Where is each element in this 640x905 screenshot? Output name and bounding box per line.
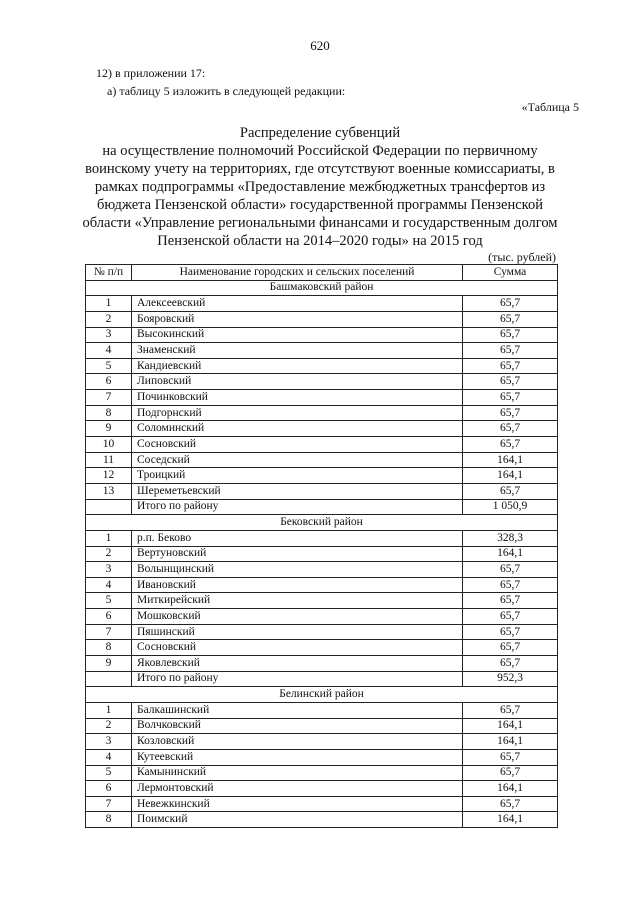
subtitle-line: Пензенской области на 2014–2020 годы» на 2015 год	[157, 233, 483, 249]
row-number: 4	[86, 577, 132, 593]
district-total-row	[86, 499, 558, 515]
row-sum: 65,7	[463, 765, 558, 781]
table-row	[86, 812, 558, 828]
settlement-name: Шереметьевский	[132, 483, 463, 499]
item-12-text: 12) в приложении 17:	[96, 66, 206, 80]
district-header-row	[86, 687, 558, 703]
row-number: 1	[86, 702, 132, 718]
subtitle-line: бюджета Пензенской области» государственной программы Пензенской	[97, 197, 543, 213]
row-number: 6	[86, 374, 132, 390]
settlement-name: Подгорнский	[132, 405, 463, 421]
table-row	[86, 593, 558, 609]
row-sum: 164,1	[463, 452, 558, 468]
settlement-name: Миткирейский	[132, 593, 463, 609]
row-number: 9	[86, 656, 132, 672]
table-row	[86, 656, 558, 672]
table-row	[86, 311, 558, 327]
table-row	[86, 749, 558, 765]
row-number: 2	[86, 546, 132, 562]
settlement-name: Вертуновский	[132, 546, 463, 562]
settlement-name: Соседский	[132, 452, 463, 468]
row-number: 8	[86, 640, 132, 656]
units-label: (тыс. рублей)	[488, 250, 556, 264]
row-number: 10	[86, 437, 132, 453]
row-number: 9	[86, 421, 132, 437]
settlement-name: Бояровский	[132, 311, 463, 327]
settlement-name: Починковский	[132, 390, 463, 406]
table-header-row	[86, 265, 558, 281]
settlement-name: Яковлевский	[132, 656, 463, 672]
row-number: 3	[86, 327, 132, 343]
row-number: 4	[86, 343, 132, 359]
row-number: 8	[86, 812, 132, 828]
row-sum: 65,7	[463, 374, 558, 390]
district-name: Бековский район	[86, 515, 558, 531]
settlement-name: Итого по району	[132, 671, 463, 687]
table-row	[86, 405, 558, 421]
settlement-name: Мошковский	[132, 609, 463, 625]
row-number: 1	[86, 530, 132, 546]
row-sum: 164,1	[463, 546, 558, 562]
row-number: 3	[86, 562, 132, 578]
row-sum: 65,7	[463, 656, 558, 672]
table-row	[86, 562, 558, 578]
row-sum: 65,7	[463, 483, 558, 499]
row-number: 12	[86, 468, 132, 484]
table-row	[86, 781, 558, 797]
row-sum: 164,1	[463, 718, 558, 734]
table-row	[86, 296, 558, 312]
row-number: 3	[86, 734, 132, 750]
table-row	[86, 577, 558, 593]
row-sum: 164,1	[463, 812, 558, 828]
table-row	[86, 609, 558, 625]
settlement-name: Кутеевский	[132, 749, 463, 765]
row-sum: 65,7	[463, 343, 558, 359]
row-number: 2	[86, 311, 132, 327]
district-name: Башмаковский район	[86, 280, 558, 296]
row-number: 13	[86, 483, 132, 499]
table-row	[86, 421, 558, 437]
row-number: 5	[86, 593, 132, 609]
row-sum: 65,7	[463, 577, 558, 593]
table-row	[86, 468, 558, 484]
settlement-name: Ивановский	[132, 577, 463, 593]
settlement-name: Лермонтовский	[132, 781, 463, 797]
table-row	[86, 796, 558, 812]
row-sum: 65,7	[463, 405, 558, 421]
table-body	[86, 280, 558, 827]
header-sum: Сумма	[463, 265, 558, 281]
row-number: 5	[86, 765, 132, 781]
header-number: № п/п	[86, 265, 132, 281]
header-name: Наименование городских и сельских поселений	[132, 265, 463, 281]
settlement-name: Соломинский	[132, 421, 463, 437]
subtitle-line: на осуществление полномочий Российской Федерации по первичному	[102, 143, 538, 159]
settlement-name: Балкашинский	[132, 702, 463, 718]
row-sum: 328,3	[463, 530, 558, 546]
row-sum: 65,7	[463, 702, 558, 718]
table-row	[86, 358, 558, 374]
row-number: 7	[86, 390, 132, 406]
settlement-name: р.п. Беково	[132, 530, 463, 546]
settlement-name: Козловский	[132, 734, 463, 750]
row-sum: 65,7	[463, 749, 558, 765]
document-title-block	[60, 124, 580, 250]
settlement-name: Невежкинский	[132, 796, 463, 812]
row-sum: 164,1	[463, 734, 558, 750]
district-name: Белинский район	[86, 687, 558, 703]
row-number: 7	[86, 624, 132, 640]
row-number: 7	[86, 796, 132, 812]
row-number	[86, 499, 132, 515]
row-sum: 65,7	[463, 624, 558, 640]
row-sum: 65,7	[463, 390, 558, 406]
row-number: 1	[86, 296, 132, 312]
table-row	[86, 640, 558, 656]
table-row	[86, 702, 558, 718]
table-row	[86, 483, 558, 499]
table-row	[86, 452, 558, 468]
row-number: 5	[86, 358, 132, 374]
document-title: Распределение субвенций	[239, 125, 401, 141]
district-header-row	[86, 280, 558, 296]
row-sum: 65,7	[463, 796, 558, 812]
table-row	[86, 343, 558, 359]
table-row	[86, 718, 558, 734]
page-number: 620	[310, 38, 330, 53]
row-number	[86, 671, 132, 687]
table-row	[86, 765, 558, 781]
table-row	[86, 624, 558, 640]
table-row	[86, 374, 558, 390]
table-reference: «Таблица 5	[521, 100, 579, 114]
row-number: 4	[86, 749, 132, 765]
table-row	[86, 734, 558, 750]
row-sum: 164,1	[463, 781, 558, 797]
row-number: 11	[86, 452, 132, 468]
settlement-name: Троицкий	[132, 468, 463, 484]
settlement-name: Высокинский	[132, 327, 463, 343]
table-row	[86, 437, 558, 453]
settlement-name: Камынинский	[132, 765, 463, 781]
subventions-table	[85, 264, 558, 828]
row-sum: 65,7	[463, 421, 558, 437]
subtitle-line: области «Управление региональными финансами и государственным долгом	[82, 215, 558, 231]
settlement-name: Липовский	[132, 374, 463, 390]
table-row	[86, 390, 558, 406]
district-total-row	[86, 671, 558, 687]
item-a-text: а) таблицу 5 изложить в следующей редакции:	[107, 84, 346, 98]
table-row	[86, 327, 558, 343]
row-sum: 65,7	[463, 609, 558, 625]
settlement-name: Знаменский	[132, 343, 463, 359]
row-number: 6	[86, 609, 132, 625]
row-number: 2	[86, 718, 132, 734]
settlement-name: Кандиевский	[132, 358, 463, 374]
row-sum: 65,7	[463, 593, 558, 609]
row-sum: 164,1	[463, 468, 558, 484]
settlement-name: Итого по району	[132, 499, 463, 515]
table-row	[86, 530, 558, 546]
row-sum: 1 050,9	[463, 499, 558, 515]
row-sum: 65,7	[463, 296, 558, 312]
subtitle-line: воинскому учету на территориях, где отсутствуют военные комиссариаты, в	[85, 161, 555, 177]
settlement-name: Алексеевский	[132, 296, 463, 312]
table-row	[86, 546, 558, 562]
row-sum: 65,7	[463, 437, 558, 453]
row-sum: 65,7	[463, 311, 558, 327]
settlement-name: Сосновский	[132, 640, 463, 656]
settlement-name: Сосновский	[132, 437, 463, 453]
row-sum: 65,7	[463, 640, 558, 656]
row-sum: 65,7	[463, 327, 558, 343]
district-header-row	[86, 515, 558, 531]
row-number: 6	[86, 781, 132, 797]
row-sum: 65,7	[463, 358, 558, 374]
settlement-name: Поимский	[132, 812, 463, 828]
row-sum: 65,7	[463, 562, 558, 578]
settlement-name: Волчковский	[132, 718, 463, 734]
row-sum: 952,3	[463, 671, 558, 687]
settlement-name: Волынщинский	[132, 562, 463, 578]
subtitle-line: рамках подпрограммы «Предоставление межбюджетных трансфертов из	[94, 179, 546, 195]
settlement-name: Пяшинский	[132, 624, 463, 640]
row-number: 8	[86, 405, 132, 421]
